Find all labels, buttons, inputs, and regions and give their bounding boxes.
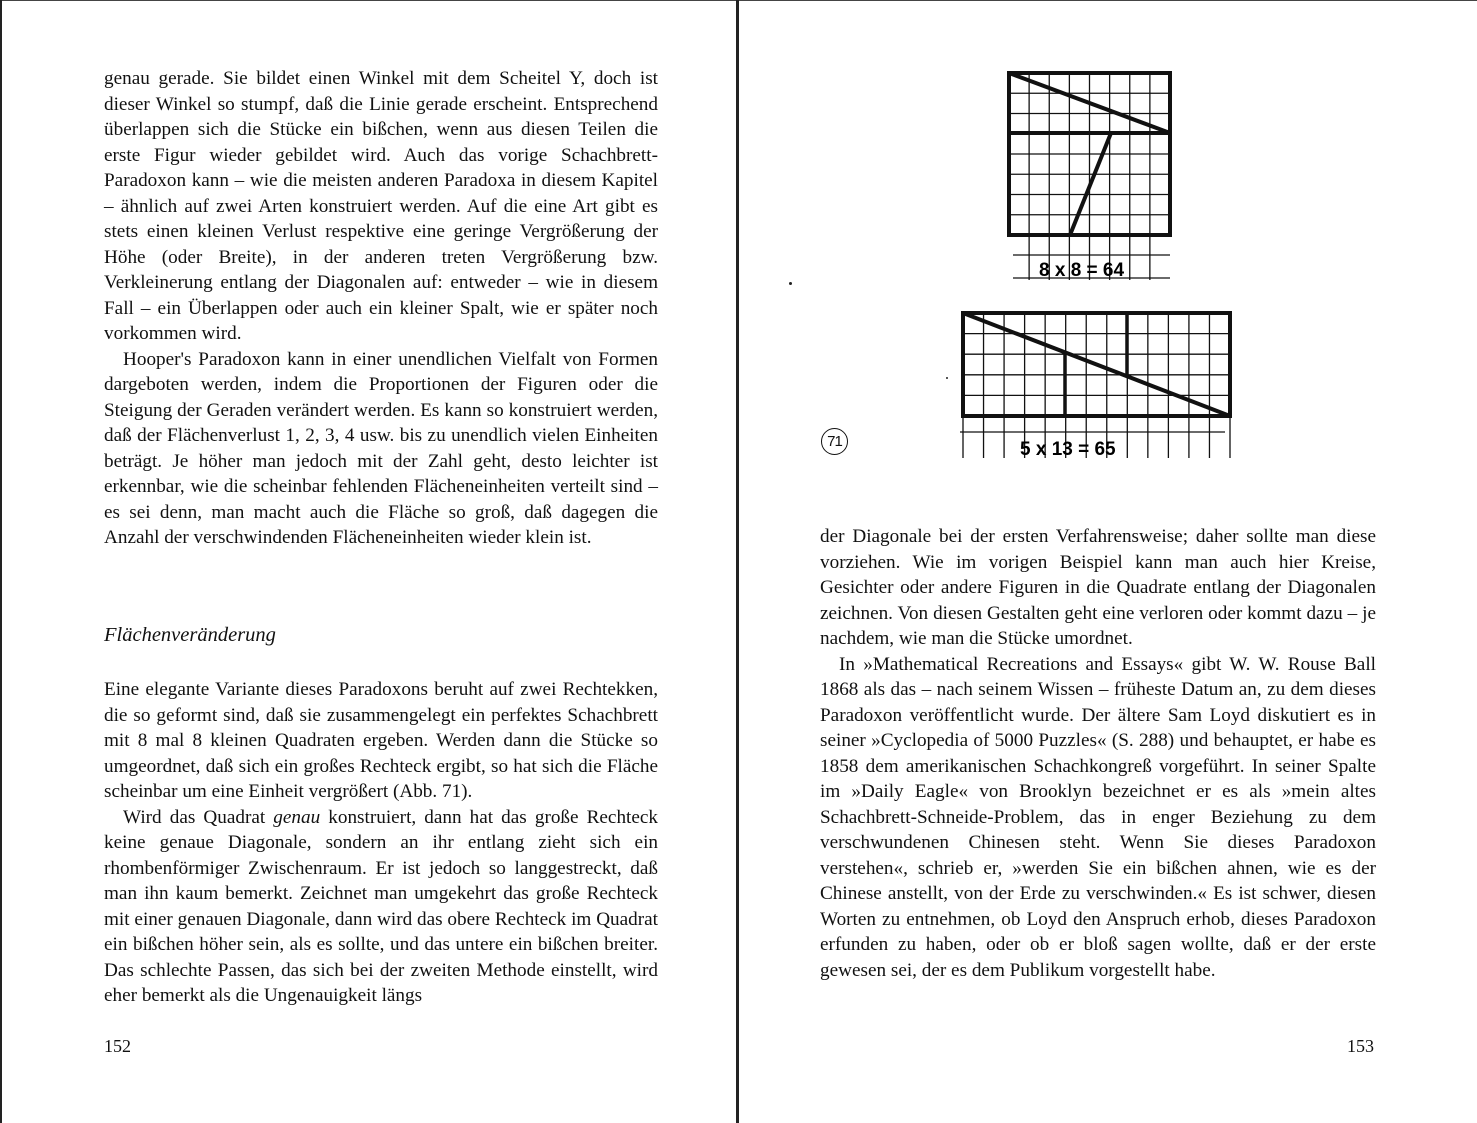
- scan-speck: [789, 282, 792, 285]
- paragraph: Eine elegante Variante dieses Paradoxons beruht auf zwei Rechtekken, die so geformt sind, daß sie zusammengelegt ein perfektes Schachbrett mit 8 mal 8 kleinen Quadraten ergeben. Werden dann die Stücke so umgeordnet, daß sich ein großes Rechteck ergibt, so hat sich die Fläche scheinbar um eine Einheit vergrößert (Abb. 71).: [104, 679, 658, 802]
- square-cut-lower-diagonal: [1070, 133, 1111, 235]
- section-heading: Flächenveränderung: [104, 624, 276, 646]
- rectangle-diagonal: [963, 313, 1230, 416]
- emphasis-text: genau: [273, 806, 321, 828]
- paragraph: der Diagonale bei der ersten Verfahrensweise; daher sollte man diese vorziehen. Wie im vorigen Beispiel kann man auch hier Kreise, Gesichter oder andere Figuren in die Quadrate entlang der Diagonalen zeichnen. Von diesen Gestalten geht eine verloren oder kommt dazu – je nachdem, wie man die Stücke umordnet.: [820, 526, 1376, 649]
- figure-rectangle-5x13: [960, 310, 1235, 460]
- rectangle-equation: 5 x 13 = 65: [1020, 439, 1116, 460]
- page-number: 152: [104, 1036, 131, 1056]
- scan-speck: [946, 377, 948, 379]
- paragraph-text: Wird das Quadrat: [123, 806, 274, 828]
- paragraph: In »Mathematical Recreations and Essays« gibt W. W. Rouse Ball 1868 als das – nach seinem Wissen – früheste Datum an, zu dem dieses Paradoxon veröffentlicht wurde. Der ältere Sam Loyd diskutiert es in seiner »Cyclopedia of 5000 Puzzles« (S. 288) und behauptet, er habe es 1858 dem amerikanischen Schachkongreß vorgeführt. In seiner Spalte im »Daily Eagle« von Brooklyn bezeichnet er es als »mein altes Schachbrett-Schneide-Problem, das in enger Beziehung zu dem verschwundenen Chinesen steht. Wenn Sie dieses Paradoxon verstehen«, schrieb er, »werden Sie ein bißchen ahnen, wie es der Chinese anstellt, von der Erde zu verschwinden.« Es ist schwer, diesen Worten zu entnehmen, ob Loyd den Anspruch erhob, dieses Paradoxon erfunden zu haben, oder ob er bloß sagen wollte, daß er der erste gewesen sei, der es dem Publikum vorgestellt habe.: [820, 653, 1376, 981]
- page-number: 153: [1347, 1036, 1374, 1056]
- left-page: [0, 0, 738, 1123]
- paragraph-text: konstruiert, dann hat das große Rechteck keine genaue Diagonale, sondern an ihr entlang zieht sich ein rhombenförmiger Zwischenraum. Er ist jedoch so langgestreckt, daß man ihn kaum bemerkt. Zeichnet man umgekehrt das große Rechteck mit einer genauen Diagonale, dann wird das obere Rechteck im Quadrat ein bißchen höher sein, als es sollte, und das untere ein bißchen breiter. Das schlechte Passen, das sich bei der zweiten Methode einstellt, wird eher bemerkt als die Ungenauigkeit längs: [104, 806, 658, 1006]
- paragraph: [104, 805, 658, 1009]
- paragraph: genau gerade. Sie bildet einen Winkel mit dem Scheitel Y, doch ist dieser Winkel so stumpf, daß die Linie gerade erscheint. Entsprechend überlappen sich die Stücke ein bißchen, wenn aus diesen Teilen die erste Figur wieder gebildet wird. Auch das vorige Schachbrett-Paradoxon kann – wie die meisten anderen Paradoxa in diesem Kapitel – ähnlich auf zwei Arten konstruiert werden. Auf die eine Art gibt es stets einen kleinen Verlust respektive eine geringe Vergrößerung der Höhe (oder Breite), in der anderen treten Vergrößerung bzw. Verkleinerung entlang der Diagonalen auf: entweder – wie in diesem Fall – ein Überlappen oder auch ein kleiner Spalt, wie er später noch vorkommen wird.: [104, 68, 658, 344]
- left-page-section-body: [104, 677, 658, 1009]
- figure-number-badge: 71: [821, 428, 848, 455]
- paragraph: Hooper's Paradoxon kann in einer unendlichen Vielfalt von Formen dargeboten werden, indem die Proportionen der Figuren oder die Steigung der Geraden verändert werden. Es kann so konstruiert werden, daß der Flächenverlust 1, 2, 3, 4 usw. bis zu unendlich vielen Einheiten beträgt. Je höher man jedoch mit der Zahl geht, desto leichter ist erkennbar, wie die scheinbar fehlenden Flächeneinheiten verteilt sind – es sei denn, man macht auch die Fläche so groß, daß dagegen die Anzahl der verschwindenden Flächeneinheiten wieder klein ist.: [104, 348, 658, 548]
- right-page-body: [820, 524, 1376, 983]
- rectangle-grid-lines: [963, 313, 1230, 458]
- square-equation: 8 x 8 = 64: [1039, 260, 1125, 281]
- figure-square-8x8: [1005, 70, 1175, 282]
- right-page: [739, 0, 1477, 1123]
- left-page-body: [104, 66, 658, 551]
